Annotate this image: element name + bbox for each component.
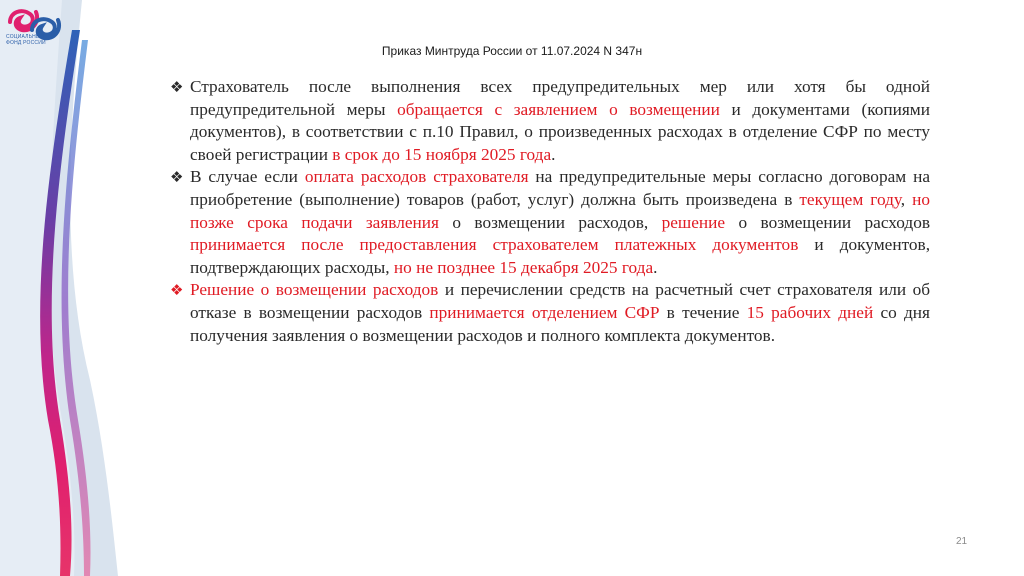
body-text: Страхователь после выполнения всех предупредительных мер или хотя бы одной предупредительной меры: [190, 77, 930, 119]
page-number: 21: [956, 536, 968, 547]
bullet-item: [168, 166, 930, 279]
highlighted-text: 15 рабочих дней: [746, 302, 874, 322]
side-decoration: [0, 0, 130, 576]
bullet-marker-icon: ❖: [170, 168, 184, 187]
body-text: и документами (копиями документов), в соответствии с п.10 Правил, о произведенных расходах в отделение СФР по месту своей регистрации: [190, 99, 930, 164]
highlighted-text: решение: [661, 212, 726, 232]
body-text: В случае если: [190, 167, 305, 187]
bullet-item: [168, 279, 930, 347]
highlighted-text: в срок до 15 ноября 2025 года: [332, 144, 552, 164]
highlighted-text: текущем году: [799, 189, 901, 209]
highlighted-text: принимается после предоставления страхователем платежных документов: [190, 235, 799, 255]
highlighted-text: но не позднее 15 декабря 2025 года: [393, 257, 654, 277]
bullet-marker-icon: ❖: [170, 281, 184, 300]
logo-caption-line1: СОЦИАЛЬНЫЙ: [6, 34, 45, 40]
highlighted-text: но позже срока подачи заявления: [190, 189, 931, 232]
highlighted-text: обращается с заявлением о возмещении: [397, 99, 720, 119]
body-text: в течение: [659, 302, 747, 322]
highlighted-text: Решение о возмещении расходов: [190, 280, 439, 300]
highlighted-text: принимается отделением СФР: [429, 302, 660, 322]
body-text: и перечислении средств на расчетный счет страхователя или об отказе в возмещении расходов: [190, 280, 930, 322]
body-text: .: [653, 257, 658, 277]
body-text: ,: [900, 189, 913, 209]
bullet-list: [168, 76, 930, 347]
highlighted-text: оплата расходов страхователя: [304, 167, 529, 187]
logo-caption-line2: ФОНД РОССИИ: [6, 40, 46, 46]
body-text: со дня получения заявления о возмещении расходов и полного комплекта документов.: [190, 302, 930, 345]
body-text: о возмещении расходов,: [438, 212, 662, 232]
body-text: .: [551, 144, 556, 164]
bullet-item: [168, 76, 930, 166]
body-text: о возмещении расходов: [725, 212, 930, 232]
body-text: и документов, подтверждающих расходы,: [190, 235, 931, 277]
slide-title: Приказ Минтруда России от 11.07.2024 N 347н: [381, 44, 643, 58]
bullet-marker-icon: ❖: [170, 78, 184, 96]
body-text: на предупредительные меры согласно договорам на приобретение (выполнение) товаров (работ, услуг) должна быть произведена в: [190, 167, 930, 209]
